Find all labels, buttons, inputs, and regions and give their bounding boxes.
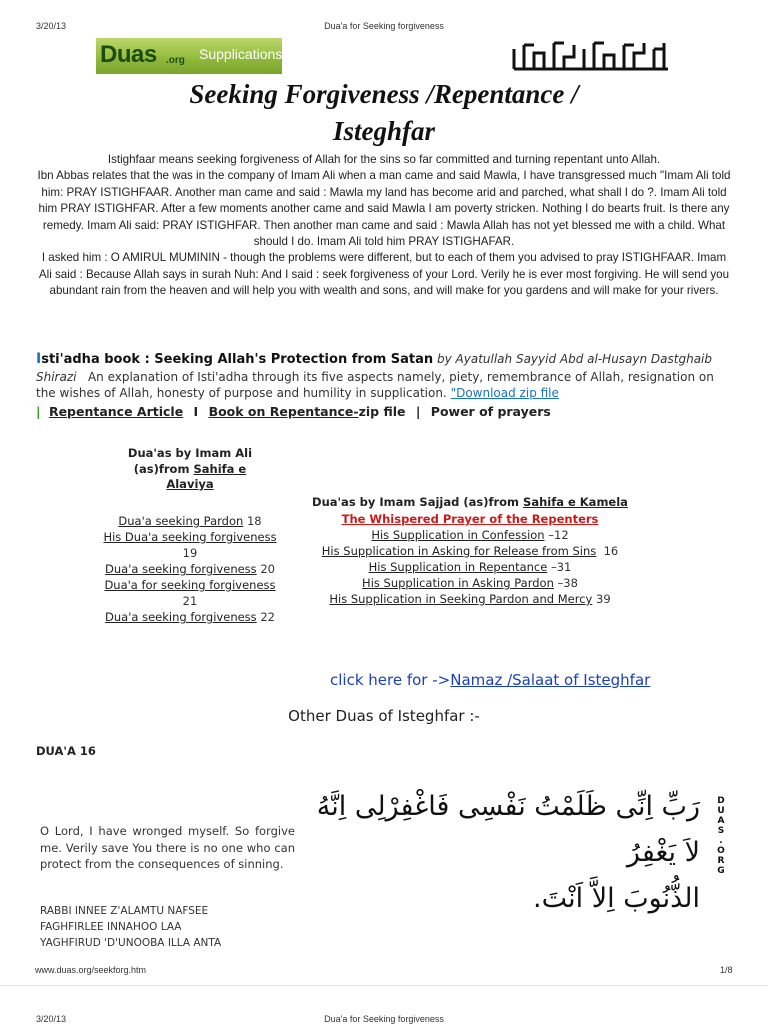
imam-ali-heading-text: Dua'as by Imam Ali (as)from <box>127 446 253 476</box>
duas-org-vertical-mark <box>716 796 726 876</box>
translit-line: FAGHFIRLEE INNAHOO LAA <box>40 921 182 933</box>
translit-line: RABBI INNEE Z'ALAMTU NAFSEE <box>40 905 209 917</box>
namaz-prefix: click here for -> <box>330 671 451 689</box>
power-of-prayers-link[interactable]: Power of prayers <box>430 404 551 419</box>
print-page-number: 1/8 <box>720 965 733 975</box>
dua-link[interactable]: Dua'a seeking forgiveness <box>105 562 257 576</box>
list-item <box>100 561 280 577</box>
print-date: 3/20/13 <box>36 21 67 31</box>
supplication-link[interactable]: His Supplication in Confession <box>371 528 545 542</box>
page-divider <box>0 985 768 986</box>
translit-line: YAGHFIRUD 'D'UNOOBA ILLA ANTA <box>40 937 222 949</box>
dua-16-translation: O Lord, I have wronged myself. So forgive me. Verily save You there is no one who can protect from the consequences of sinning. <box>40 824 295 871</box>
list-item <box>270 575 670 591</box>
istiadha-book-title[interactable]: sti'adha book : Seeking Allah's Protection from Satan <box>41 352 434 367</box>
supplication-number: 16 <box>603 544 619 558</box>
imam-sajjad-dua-list <box>270 511 670 607</box>
supplication-number: –31 <box>550 560 572 574</box>
imam-ali-dua-list <box>100 513 280 625</box>
page-title-line-2: Isteghfar <box>332 116 435 146</box>
book-on-repentance-link[interactable]: Book on Repentance- <box>208 404 359 419</box>
download-zip-link[interactable]: "Download zip file <box>450 386 559 400</box>
list-item <box>270 527 670 543</box>
vertical-letter: A <box>717 816 725 826</box>
list-item <box>100 609 280 625</box>
supplication-link[interactable]: His Supplication in Asking Pardon <box>362 576 554 590</box>
dua-link[interactable]: Dua'a seeking Pardon <box>118 514 244 528</box>
logo-text: Duas <box>100 41 157 68</box>
arabic-line: رَبِّ اِنِّى ظَلَمْتُ نَفْسِى فَاغْفِرْلِى اِنَّهُ لاَ يَغْفِرُ <box>316 791 700 868</box>
dua-link[interactable]: Dua'a seeking forgiveness <box>105 610 257 624</box>
namaz-callout <box>330 671 650 689</box>
list-item <box>270 543 670 559</box>
dua-link[interactable]: His Dua'a seeking forgiveness <box>103 530 277 544</box>
site-banner <box>96 38 672 74</box>
list-item <box>100 577 280 609</box>
imam-sajjad-heading-text: Dua'as by Imam Sajjad (as)from <box>312 495 520 509</box>
vertical-letter: . <box>719 836 723 846</box>
vertical-letter: D <box>717 796 725 806</box>
page-title-line-1: Seeking Forgiveness /Repentance / <box>189 79 579 109</box>
logo-suffix: .org <box>166 55 185 66</box>
vertical-letter: G <box>717 866 725 876</box>
other-duas-heading: Other Duas of Isteghfar :- <box>288 707 480 725</box>
dua-link[interactable]: Dua'a for seeking forgiveness <box>104 578 276 592</box>
intro-paragraph: Ibn Abbas relates that the was in the company of Imam Ali when a man came and said Mawla, I have transgressed much "Imam Ali told him: PRAY ISTIGHFAAR. Another man came and said : Mawla my land has become arid and parched, what shall I do ?. Imam Ali told him PRAY ISTIGHFAR. After a few moments another came and said Mawla I am poverty stricken. Nothing I do bearts fruit. Is there any remedy. Imam Ali said: PRAY ISTIGHFAR. Then another man came and said : Mawla Allah has not yet blessed me with a child. What should I do. Imam Ali told him PRAY ISTIGHAFAR. <box>37 169 731 249</box>
next-page-title: Dua'a for Seeking forgiveness <box>324 1014 444 1024</box>
links-separator-tall: I <box>193 404 199 419</box>
book-author: by Ayatullah Sayyid Abd al-Husayn Dastghaib Shirazi <box>36 352 712 384</box>
dua-number: 20 <box>260 562 275 576</box>
intro-paragraph: Istighfaar means seeking forgiveness of Allah for the sins so far committed and turning repentant unto Allah. <box>107 153 661 166</box>
bismillah-kufic-icon <box>510 39 672 73</box>
list-item <box>100 513 280 529</box>
supplication-link[interactable]: His Supplication in Asking for Release from Sins <box>321 544 597 558</box>
print-footer-url: www.duas.org/seekforg.htm <box>35 965 147 975</box>
whispered-prayer-link[interactable]: The Whispered Prayer of the Repenters <box>341 512 599 526</box>
vertical-letter: U <box>717 806 725 816</box>
sahifa-kamela-link[interactable]: Sahifa e Kamela <box>523 495 628 509</box>
intro-text <box>36 152 732 300</box>
dua-number: 22 <box>260 610 275 624</box>
sahifa-alaviya-link[interactable]: Sahifa e Alaviya <box>166 461 247 491</box>
logo-tagline: Supplications <box>199 46 283 62</box>
next-page-date: 3/20/13 <box>36 1014 67 1024</box>
vertical-letter: S <box>717 826 725 836</box>
list-item <box>270 591 670 607</box>
site-logo[interactable] <box>96 38 282 74</box>
supplication-number: 39 <box>596 592 611 606</box>
zip-file-label: zip file <box>358 404 406 419</box>
dua-number: 19 <box>182 546 198 560</box>
dua-16-transliteration <box>40 903 340 951</box>
list-item <box>270 559 670 575</box>
namaz-isteghfar-link[interactable]: Namaz /Salaat of Isteghfar <box>450 671 651 689</box>
vertical-letter: O <box>717 846 725 856</box>
print-page-title: Dua'a for Seeking forgiveness <box>324 21 444 31</box>
intro-paragraph: I asked him : O AMIRUL MUMININ - though the problems were different, but to each of them you advised to pray ISTIGHFAAR. Imam Ali said : Because Allah says in surah Nuh: And I said : seek forgiveness of your Lord. Verily he is ever most forgiving. He will send you abundant rain from the heaven and will help you with wealth and sons, and will make for you gardens and will make for your rivers. <box>38 251 730 298</box>
links-row <box>36 404 736 419</box>
supplication-number: –12 <box>548 528 569 542</box>
istiadha-book-section <box>36 351 736 402</box>
dua-number: 21 <box>182 594 198 608</box>
links-separator: | <box>36 404 41 419</box>
list-item <box>270 511 670 527</box>
supplication-link[interactable]: His Supplication in Seeking Pardon and Mercy <box>329 592 593 606</box>
dua-16-label: DUA'A 16 <box>36 744 96 758</box>
links-separator: | <box>415 404 421 419</box>
istiadha-book-link-initial[interactable]: I <box>36 351 42 367</box>
arabic-line: الذُّنُوبَ اِلاَّ اَنْتَ. <box>533 883 700 914</box>
list-item <box>100 529 280 561</box>
vertical-letter: R <box>717 856 725 866</box>
book-description: An explanation of Isti'adha through its five aspects namely, piety, remembrance of Allah, resignation on the wishes of Allah, honesty of purpose and humility in supplication. <box>36 369 714 400</box>
dua-number: 18 <box>246 514 262 528</box>
dua-16-arabic <box>300 784 700 922</box>
supplication-link[interactable]: His Supplication in Repentance <box>368 560 548 574</box>
imam-ali-heading <box>110 446 270 493</box>
repentance-article-link[interactable]: Repentance Article <box>48 404 184 419</box>
supplication-number: –38 <box>557 576 578 590</box>
bismillah-calligraphy <box>510 39 672 73</box>
imam-sajjad-heading <box>280 495 660 511</box>
